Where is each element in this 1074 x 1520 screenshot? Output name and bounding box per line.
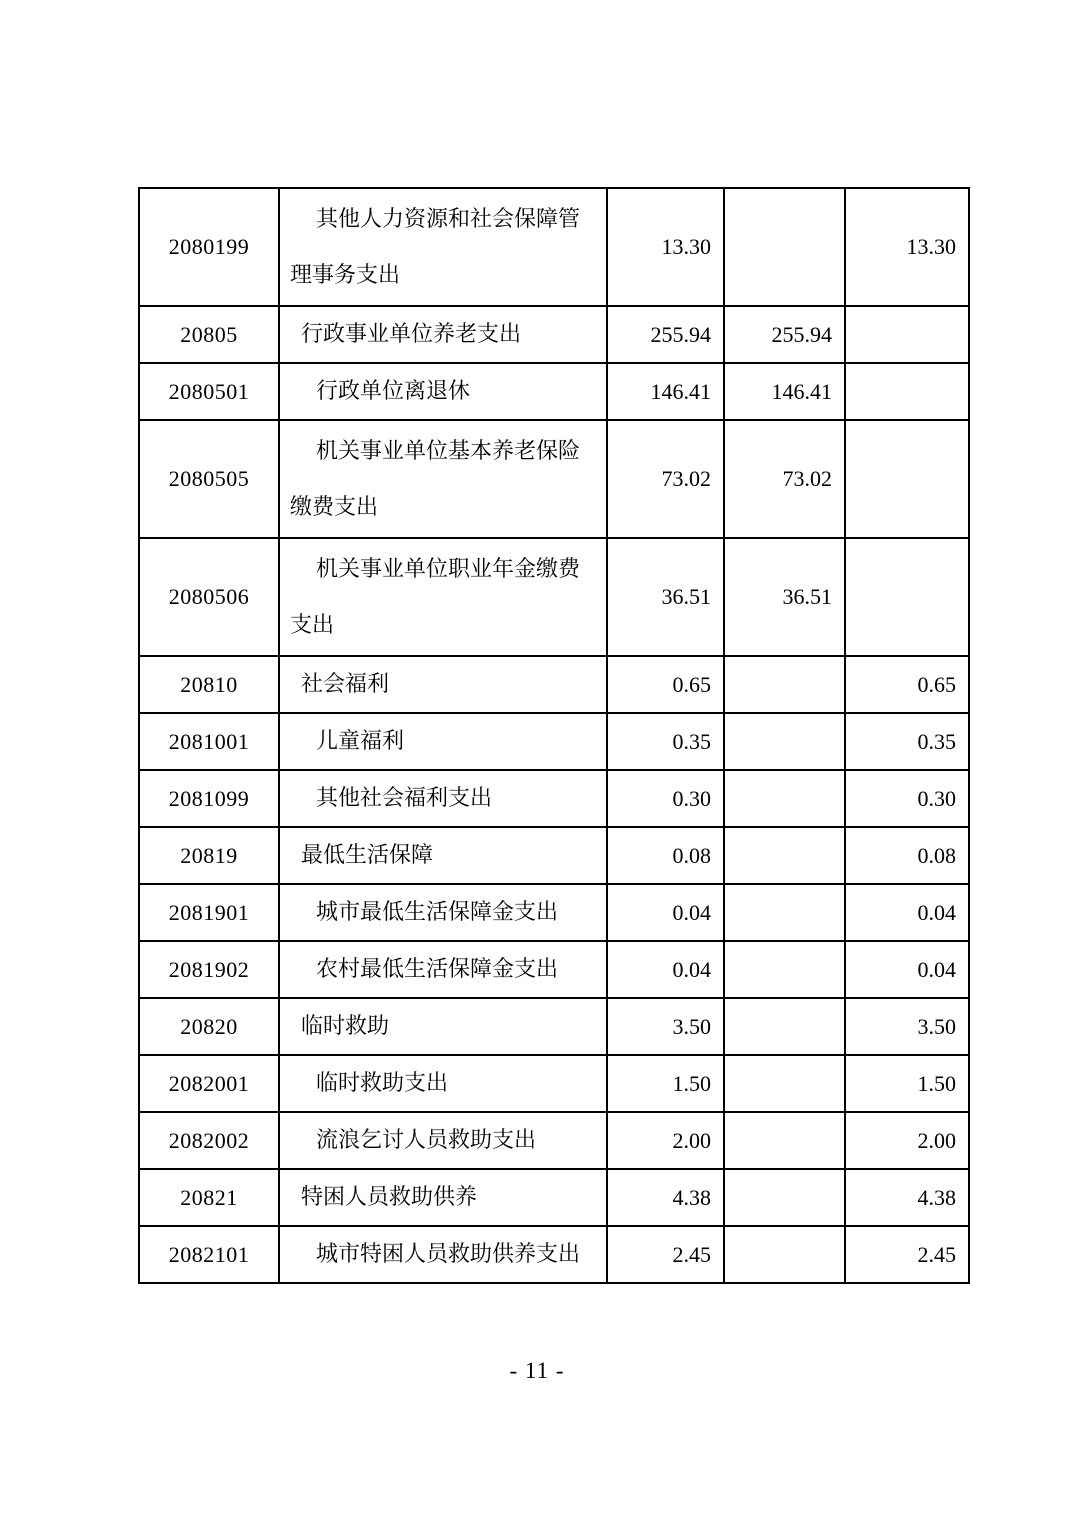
amount-cell-1: 0.08 — [607, 827, 724, 884]
description-cell: 最低生活保障 — [279, 827, 607, 884]
amount-cell-3: 0.65 — [845, 656, 969, 713]
table-row — [139, 941, 969, 998]
code-cell: 2081001 — [139, 713, 279, 770]
budget-table-body — [139, 188, 969, 1283]
amount-cell-1: 13.30 — [607, 188, 724, 306]
amount-cell-2 — [724, 713, 845, 770]
code-cell: 20820 — [139, 998, 279, 1055]
code-cell: 2080506 — [139, 538, 279, 656]
amount-cell-1: 36.51 — [607, 538, 724, 656]
amount-cell-2: 146.41 — [724, 363, 845, 420]
code-cell: 2081902 — [139, 941, 279, 998]
description-cell: 特困人员救助供养 — [279, 1169, 607, 1226]
amount-cell-1: 0.35 — [607, 713, 724, 770]
description-cell: 农村最低生活保障金支出 — [279, 941, 607, 998]
amount-cell-1: 0.30 — [607, 770, 724, 827]
amount-cell-2 — [724, 1226, 845, 1283]
page-number: - 11 - — [509, 1358, 565, 1383]
amount-cell-3: 0.08 — [845, 827, 969, 884]
amount-cell-1: 0.04 — [607, 884, 724, 941]
amount-cell-2 — [724, 656, 845, 713]
amount-cell-3 — [845, 420, 969, 538]
amount-cell-3: 1.50 — [845, 1055, 969, 1112]
amount-cell-2 — [724, 770, 845, 827]
amount-cell-1: 255.94 — [607, 306, 724, 363]
code-cell: 2082002 — [139, 1112, 279, 1169]
code-cell: 2082001 — [139, 1055, 279, 1112]
amount-cell-1: 73.02 — [607, 420, 724, 538]
amount-cell-3 — [845, 306, 969, 363]
description-cell: 行政单位离退休 — [279, 363, 607, 420]
code-cell: 20819 — [139, 827, 279, 884]
code-cell: 20805 — [139, 306, 279, 363]
description-cell: 其他社会福利支出 — [279, 770, 607, 827]
description-cell: 流浪乞讨人员救助支出 — [279, 1112, 607, 1169]
table-row — [139, 188, 969, 306]
amount-cell-3: 0.30 — [845, 770, 969, 827]
code-cell: 2080501 — [139, 363, 279, 420]
table-row — [139, 538, 969, 656]
amount-cell-3 — [845, 363, 969, 420]
amount-cell-3: 2.45 — [845, 1226, 969, 1283]
description-cell: 其他人力资源和社会保障管理事务支出 — [279, 188, 607, 306]
amount-cell-3: 4.38 — [845, 1169, 969, 1226]
code-cell: 2080199 — [139, 188, 279, 306]
code-cell: 2082101 — [139, 1226, 279, 1283]
table-row — [139, 1112, 969, 1169]
amount-cell-2: 255.94 — [724, 306, 845, 363]
code-cell: 20821 — [139, 1169, 279, 1226]
budget-expenditure-table — [138, 187, 970, 1284]
description-cell: 行政事业单位养老支出 — [279, 306, 607, 363]
amount-cell-1: 2.00 — [607, 1112, 724, 1169]
amount-cell-2 — [724, 188, 845, 306]
description-cell: 临时救助 — [279, 998, 607, 1055]
description-cell: 机关事业单位基本养老保险缴费支出 — [279, 420, 607, 538]
amount-cell-3: 0.04 — [845, 941, 969, 998]
description-cell: 机关事业单位职业年金缴费支出 — [279, 538, 607, 656]
code-cell: 2081099 — [139, 770, 279, 827]
amount-cell-2 — [724, 884, 845, 941]
table-row — [139, 363, 969, 420]
amount-cell-1: 0.04 — [607, 941, 724, 998]
description-cell: 城市特困人员救助供养支出 — [279, 1226, 607, 1283]
amount-cell-2 — [724, 998, 845, 1055]
description-cell: 儿童福利 — [279, 713, 607, 770]
amount-cell-1: 0.65 — [607, 656, 724, 713]
code-cell: 2081901 — [139, 884, 279, 941]
amount-cell-2: 36.51 — [724, 538, 845, 656]
amount-cell-3: 3.50 — [845, 998, 969, 1055]
table-row — [139, 884, 969, 941]
amount-cell-1: 146.41 — [607, 363, 724, 420]
description-cell: 临时救助支出 — [279, 1055, 607, 1112]
amount-cell-1: 1.50 — [607, 1055, 724, 1112]
table-row — [139, 656, 969, 713]
table-row — [139, 1169, 969, 1226]
table-row — [139, 713, 969, 770]
table-row — [139, 1226, 969, 1283]
amount-cell-3 — [845, 538, 969, 656]
amount-cell-1: 4.38 — [607, 1169, 724, 1226]
table-row — [139, 998, 969, 1055]
amount-cell-2 — [724, 827, 845, 884]
amount-cell-2 — [724, 1055, 845, 1112]
amount-cell-3: 13.30 — [845, 188, 969, 306]
amount-cell-2 — [724, 1169, 845, 1226]
code-cell: 2080505 — [139, 420, 279, 538]
table-row — [139, 827, 969, 884]
amount-cell-3: 2.00 — [845, 1112, 969, 1169]
amount-cell-2: 73.02 — [724, 420, 845, 538]
description-cell: 社会福利 — [279, 656, 607, 713]
table-row — [139, 420, 969, 538]
table-row — [139, 306, 969, 363]
table-row — [139, 770, 969, 827]
amount-cell-3: 0.35 — [845, 713, 969, 770]
amount-cell-2 — [724, 941, 845, 998]
amount-cell-2 — [724, 1112, 845, 1169]
amount-cell-1: 2.45 — [607, 1226, 724, 1283]
amount-cell-3: 0.04 — [845, 884, 969, 941]
table-row — [139, 1055, 969, 1112]
code-cell: 20810 — [139, 656, 279, 713]
amount-cell-1: 3.50 — [607, 998, 724, 1055]
description-cell: 城市最低生活保障金支出 — [279, 884, 607, 941]
